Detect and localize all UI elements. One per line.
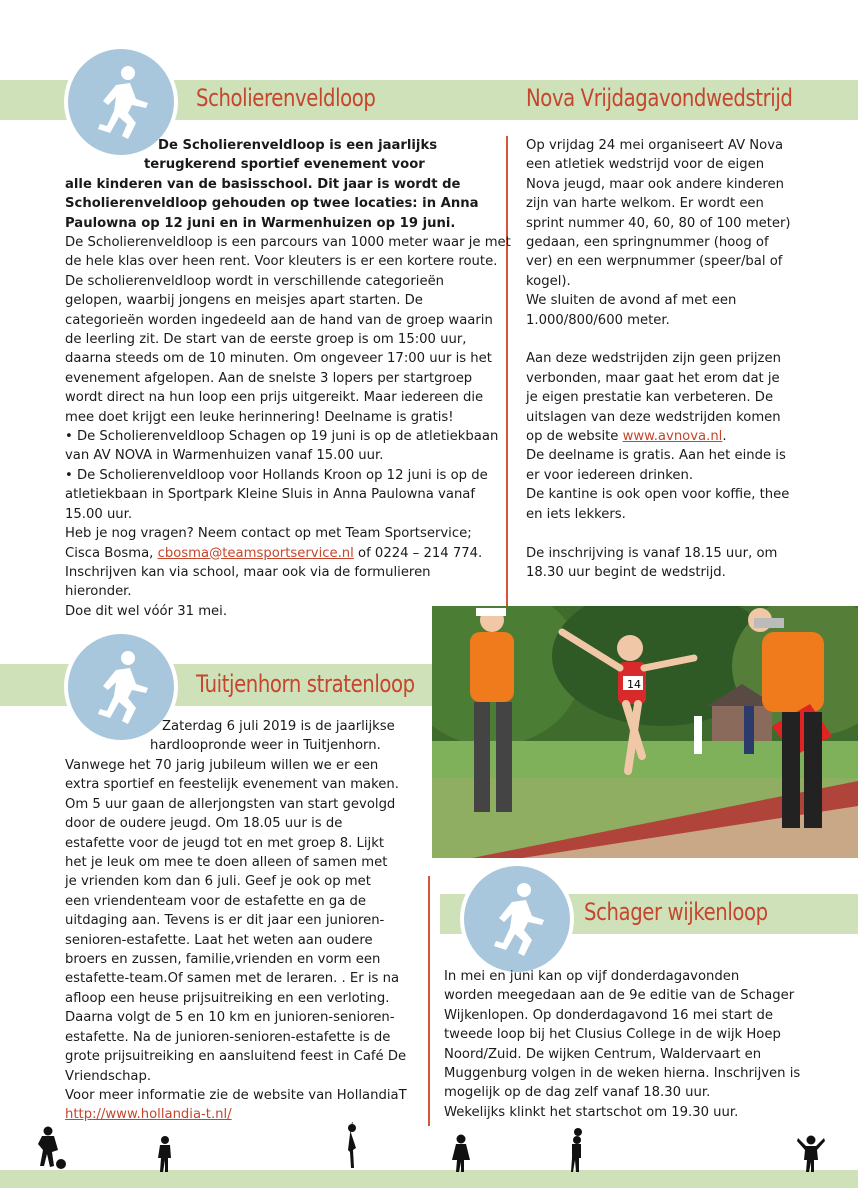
text-line: De scholierenveldloop wordt in verschillende categorieën: [65, 273, 445, 289]
long-jump-scene: [432, 606, 858, 858]
text-line: Voor meer informatie zie de website van HollandiaT: [65, 1087, 407, 1103]
text-line: estafette voor de jeugd tot en met groep 8. Lijkt: [65, 835, 385, 851]
schager-body: [444, 967, 800, 1122]
text-line: Heb je nog vragen? Neem contact op met Team Sportservice;: [65, 526, 472, 542]
text-line: broers en zussen, familie,vrienden en vorm een: [65, 952, 381, 968]
text-line: De inschrijving is vanaf 18.15 uur, om: [526, 545, 778, 561]
text-line: In mei en juni kan op vijf donderdagavonden: [444, 969, 740, 984]
text-line: er voor iedereen drinken.: [526, 467, 694, 483]
silhouette-soccer-icon: [34, 1126, 68, 1172]
column-divider-bottom: [428, 876, 430, 1126]
tuitjenhorn-body: [65, 756, 407, 1125]
silhouette-cheer-icon: [796, 1134, 826, 1174]
text-line: tweede loop bij het Clusius College in de wijk Hoep: [444, 1027, 781, 1043]
text-line: evenement afgelopen. Aan de snelste 3 lopers per startgroep: [65, 370, 473, 386]
title-schager: Schager wijkenloop: [584, 898, 768, 926]
long-jump-photo: [432, 606, 858, 858]
text-line: Paulowna op 12 juni en in Warmenhuizen op 19 juni.: [65, 215, 456, 231]
runner-icon-circle-schager: [460, 862, 574, 976]
contact-line: [65, 544, 511, 563]
text-line: Daarna volgt de 5 en 10 km en junioren-senioren-: [65, 1010, 395, 1026]
text-line: gedaan, een springnummer (hoog of: [526, 235, 769, 251]
text-line: Vriendschap.: [65, 1068, 152, 1084]
contact-email-link[interactable]: cbosma@teamsportservice.nl: [157, 545, 354, 561]
text-line: 18.30 uur begint de wedstrijd.: [526, 564, 726, 580]
text-line: De kantine is ook open voor koffie, thee: [526, 487, 790, 503]
contact-prefix: Cisca Bosma,: [65, 545, 158, 561]
text-line: worden meegedaan aan de 9e editie van de Schager: [444, 988, 795, 1004]
scholieren-body: [65, 233, 511, 621]
text-line: [526, 524, 791, 543]
text-line: De Scholierenveldloop is een jaarlijks: [158, 138, 438, 153]
text-line: Noord/Zuid. De wijken Centrum, Waldervaart en: [444, 1046, 762, 1062]
tuitjenhorn-intro: [0, 717, 395, 756]
text-line: Muggenburg volgen in de weken hierna. Inschrijven is: [444, 1066, 801, 1082]
text-line: senioren-estafette. Laat het weten aan oudere: [65, 932, 373, 948]
text-line: zijn van harte welkom. Er wordt een: [526, 196, 764, 212]
text-line: Nova jeugd, maar ook andere kinderen: [526, 176, 784, 192]
text-line: De deelname is gratis. Aan het einde is: [526, 448, 786, 464]
text-line: grote prijsuitreiking en aansluitend feest in Café De: [65, 1049, 407, 1065]
silhouette-ball-icon: [566, 1128, 586, 1174]
title-tuitjenhorn: Tuitjenhorn stratenloop: [196, 670, 415, 698]
text-line: een atletiek wedstrijd voor de eigen: [526, 157, 765, 173]
text-line: de hele klas over heen rent. Voor kleuters is er een kortere route.: [65, 254, 498, 270]
website-link[interactable]: www.avnova.nl: [622, 429, 723, 445]
silhouette-ballet-icon: [342, 1122, 362, 1172]
text-line: hardloopronde weer in Tuitjenhorn.: [150, 738, 381, 754]
text-line: • De Scholierenveldloop Schagen op 19 juni is op de atletiekbaan: [65, 429, 499, 445]
text-line: een vriendenteam voor de estafette en ga de: [65, 893, 367, 909]
text-line: mogelijk op de dag zelf vanaf 18.30 uur.: [444, 1085, 711, 1101]
website-line: [526, 427, 791, 446]
silhouette-child-icon: [156, 1136, 174, 1174]
text-line: kogel).: [526, 273, 571, 289]
text-line: uitdaging aan. Tevens is er dit jaar een junioren-: [65, 913, 385, 929]
text-line: Vanwege het 70 jarig jubileum willen we er een: [65, 758, 379, 773]
text-line: afloop een heuse prijsuitreiking en een verloting.: [65, 990, 390, 1006]
text-line: atletiekbaan in Sportpark Kleine Sluis in Anna Paulowna vanaf: [65, 487, 476, 503]
hollandia-link[interactable]: http://www.hollandia-t.nl/: [65, 1107, 232, 1123]
runner-icon: [86, 648, 156, 728]
contact-suffix: of 0224 – 214 774.: [353, 545, 483, 561]
text-line: van AV NOVA in Warmenhuizen vanaf 15.00 uur.: [65, 448, 384, 464]
text-line: uitslagen van deze wedstrijden komen: [526, 409, 781, 425]
text-line: Op vrijdag 24 mei organiseert AV Nova: [526, 138, 784, 153]
text-line: Scholierenveldloop gehouden op twee locaties: in Anna: [65, 196, 479, 212]
footer-band: [0, 1170, 858, 1188]
text-line: Wekelijks klinkt het startschot om 19.30 uur.: [444, 1104, 739, 1120]
text-line: ver) en een werpnummer (speer/bal of: [526, 254, 783, 270]
text-line: en iets lekkers.: [526, 506, 626, 522]
text-line: mee doet krijgt een leuke herinnering! Deelname is gratis!: [65, 409, 454, 425]
text-line: alle kinderen van de basisschool. Dit jaar is wordt de: [65, 176, 461, 192]
text-line: het je leuk om mee te doen alleen of samen met: [65, 855, 388, 871]
text-line: je vrienden kom dan 6 juli. Geef je ook op met: [65, 874, 371, 890]
text-line: gelopen, waarbij jongens en meisjes apart starten. De: [65, 293, 423, 309]
text-line: De Scholierenveldloop is een parcours van 1000 meter waar je met: [65, 235, 511, 250]
text-line: Doe dit wel vóór 31 mei.: [65, 603, 228, 619]
text-line: door de oudere jeugd. Om 18.05 uur is de: [65, 816, 343, 832]
text-line: [526, 330, 791, 349]
text-line: daarna steeds om de 10 minuten. Om ongeveer 17:00 uur is het: [65, 351, 492, 367]
text-line: sprint nummer 40, 60, 80 of 100 meter): [526, 215, 791, 231]
runner-icon: [86, 63, 156, 143]
text-line: estafette. Na de junioren-senioren-estafette is de: [65, 1029, 391, 1045]
text-line: terugkerend sportief evenement voor: [144, 157, 425, 173]
text-line: 1.000/800/600 meter.: [526, 312, 670, 328]
text-line: verbonden, maar gaat het erom dat je: [526, 370, 780, 386]
text-line: 15.00 uur.: [65, 506, 133, 522]
bib-number: 14: [627, 678, 641, 691]
text-line: wordt direct na hun loop een prijs uitgereikt. Maar iedereen die: [65, 390, 484, 406]
runner-icon: [482, 880, 552, 960]
text-line: estafette-team.Of samen met de leraren. . Er is na: [65, 971, 400, 987]
website-prefix: op de website: [526, 429, 623, 445]
silhouette-girl-icon: [450, 1134, 472, 1174]
text-line: extra sportief en feestelijk evenement van maken.: [65, 777, 399, 793]
scholieren-intro: [0, 136, 479, 233]
text-line: Wijkenlopen. Op donderdagavond 16 mei start de: [444, 1007, 773, 1023]
text-line: Zaterdag 6 juli 2019 is de jaarlijkse: [162, 719, 395, 734]
text-line: We sluiten de avond af met een: [526, 293, 737, 309]
text-line: hieronder.: [65, 584, 132, 600]
text-line: je eigen prestatie kan verbeteren. De: [526, 390, 774, 406]
text-line: Om 5 uur gaan de allerjongsten van start gevolgd: [65, 796, 396, 812]
title-scholierenveldloop: Scholierenveldloop: [196, 84, 376, 112]
text-line: de leerling zit. De start van de eerste groep is om 15:00 uur,: [65, 332, 467, 348]
text-line: categorieën worden ingedeeld aan de hand van de groep waarin: [65, 312, 493, 328]
text-line: Aan deze wedstrijden zijn geen prijzen: [526, 351, 781, 367]
text-line: Inschrijven kan via school, maar ook via de formulieren: [65, 564, 431, 580]
title-nova: Nova Vrijdagavondwedstrijd: [526, 84, 793, 112]
website-suffix: .: [722, 429, 727, 445]
nova-body: [526, 136, 791, 582]
text-line: • De Scholierenveldloop voor Hollands Kroon op 12 juni is op de: [65, 467, 488, 483]
